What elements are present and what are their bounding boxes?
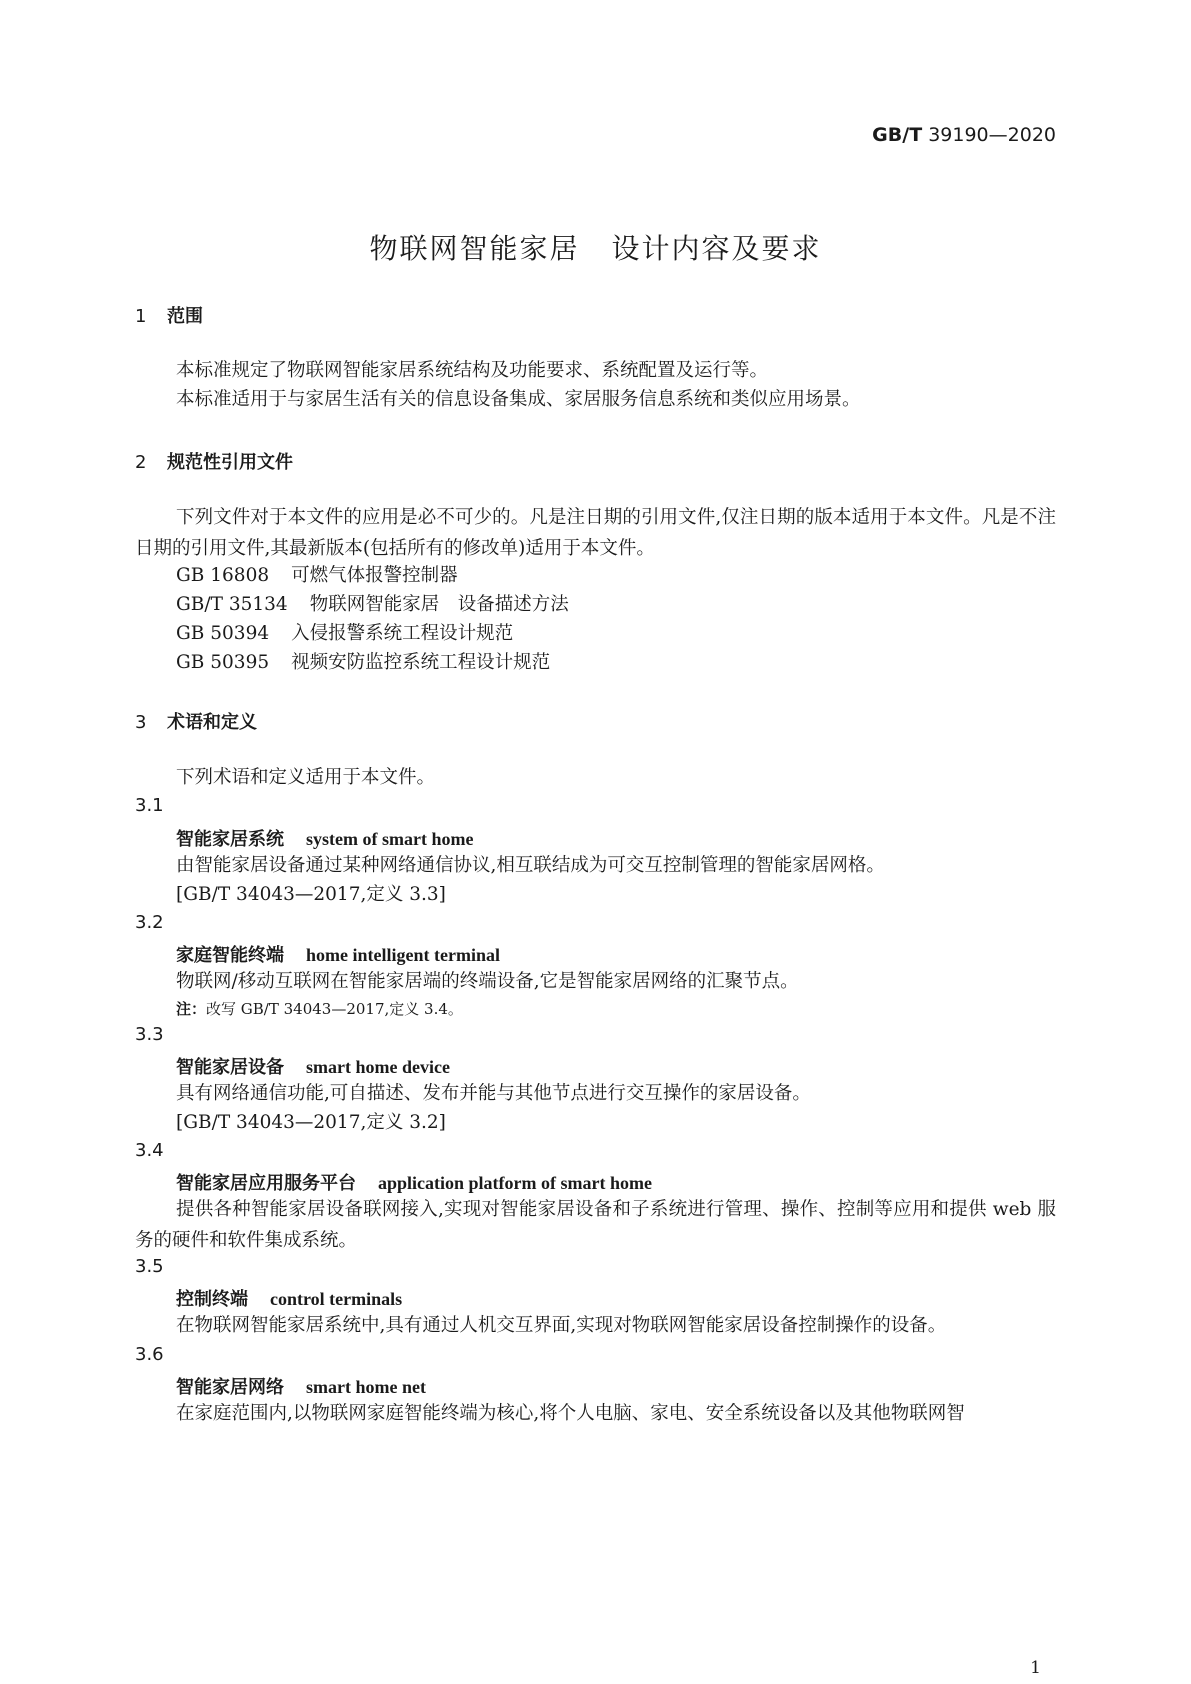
reference-title: 物联网智能家居 设备描述方法: [309, 594, 569, 615]
term-number: 3.1: [135, 795, 164, 816]
reference-title: 可燃气体报警控制器: [291, 565, 458, 586]
paragraph: 下列文件对于本文件的应用是必不可少的。凡是注日期的引用文件,仅注日期的版本适用于本文件。凡是不注日期的引用文件,其最新版本(包括所有的修改单)适用于本文件。: [135, 507, 1056, 559]
reference-item: [176, 589, 569, 620]
standard-number: 39190—2020: [928, 124, 1056, 146]
document-title: [0, 227, 1191, 267]
reference-code: GB/T 35134: [176, 594, 288, 615]
term-number: 3.2: [135, 912, 164, 933]
term-en: home intelligent terminal: [306, 945, 500, 965]
term-heading: [176, 1169, 652, 1195]
reference-code: GB 50395: [176, 652, 270, 673]
standard-prefix: GB/T: [872, 124, 923, 146]
section-heading-3: [135, 708, 257, 734]
term-zh: 控制终端: [176, 1289, 248, 1310]
title-part-1: 物联网智能家居: [369, 232, 580, 265]
reference-code: GB 50394: [176, 623, 270, 644]
section-title: 范围: [167, 306, 203, 327]
term-definition: 具有网络通信功能,可自描述、发布并能与其他节点进行交互操作的家居设备。: [176, 1083, 811, 1104]
term-definition: 提供各种智能家居设备联网接入,实现对智能家居设备和子系统进行管理、操作、控制等应用和提供 web 服务的硬件和软件集成系统。: [135, 1199, 1056, 1251]
title-part-2: 设计内容及要求: [611, 232, 822, 265]
page-number: 1: [1030, 1658, 1041, 1678]
term-number: 3.5: [135, 1256, 164, 1277]
reference-title: 入侵报警系统工程设计规范: [291, 623, 514, 644]
section-title: 规范性引用文件: [167, 452, 293, 473]
term-definition: 物联网/移动互联网在智能家居端的终端设备,它是智能家居网络的汇聚节点。: [176, 971, 799, 992]
section-number: 2: [135, 452, 147, 473]
reference-item: [176, 560, 458, 591]
term-source: [GB/T 34043—2017,定义 3.2]: [176, 1112, 446, 1133]
paragraph: 本标准规定了物联网智能家居系统结构及功能要求、系统配置及运行等。: [176, 360, 769, 381]
term-heading: [176, 941, 500, 967]
term-note: [176, 998, 463, 1019]
term-en: smart home device: [306, 1057, 450, 1077]
section-title: 术语和定义: [167, 712, 257, 733]
paragraph: 下列术语和定义适用于本文件。: [176, 767, 436, 788]
term-en: application platform of smart home: [378, 1173, 652, 1193]
term-zh: 家庭智能终端: [176, 945, 284, 966]
term-number: 3.4: [135, 1140, 164, 1161]
term-zh: 智能家居系统: [176, 829, 284, 850]
standard-code: [872, 124, 1056, 146]
reference-code: GB 16808: [176, 565, 270, 586]
term-number: 3.3: [135, 1024, 164, 1045]
term-heading: [176, 825, 473, 851]
term-source: [GB/T 34043—2017,定义 3.3]: [176, 884, 446, 905]
section-heading-2: [135, 448, 293, 474]
term-en: system of smart home: [306, 829, 474, 849]
paragraph: 本标准适用于与家居生活有关的信息设备集成、家居服务信息系统和类似应用场景。: [176, 389, 861, 410]
term-heading: [176, 1285, 402, 1311]
term-zh: 智能家居应用服务平台: [176, 1173, 356, 1194]
term-zh: 智能家居设备: [176, 1057, 284, 1078]
section-number: 3: [135, 712, 147, 733]
note-text: 改写 GB/T 34043—2017,定义 3.4。: [206, 1000, 463, 1018]
term-en: smart home net: [306, 1377, 426, 1397]
term-definition: 由智能家居设备通过某种网络通信协议,相互联结成为可交互控制管理的智能家居网格。: [176, 855, 885, 876]
term-zh: 智能家居网络: [176, 1377, 284, 1398]
term-en: control terminals: [270, 1289, 403, 1309]
reference-title: 视频安防监控系统工程设计规范: [291, 652, 551, 673]
section-number: 1: [135, 306, 147, 327]
term-heading: [176, 1053, 450, 1079]
term-definition: 在家庭范围内,以物联网家庭智能终端为核心,将个人电脑、家电、安全系统设备以及其他物联网智: [176, 1403, 965, 1424]
note-label: 注：: [176, 1000, 207, 1018]
term-heading: [176, 1373, 426, 1399]
reference-item: [176, 647, 550, 678]
section-heading-1: [135, 302, 203, 328]
term-number: 3.6: [135, 1344, 164, 1365]
reference-item: [176, 618, 513, 649]
term-definition: 在物联网智能家居系统中,具有通过人机交互界面,实现对物联网智能家居设备控制操作的设备。: [176, 1315, 947, 1336]
